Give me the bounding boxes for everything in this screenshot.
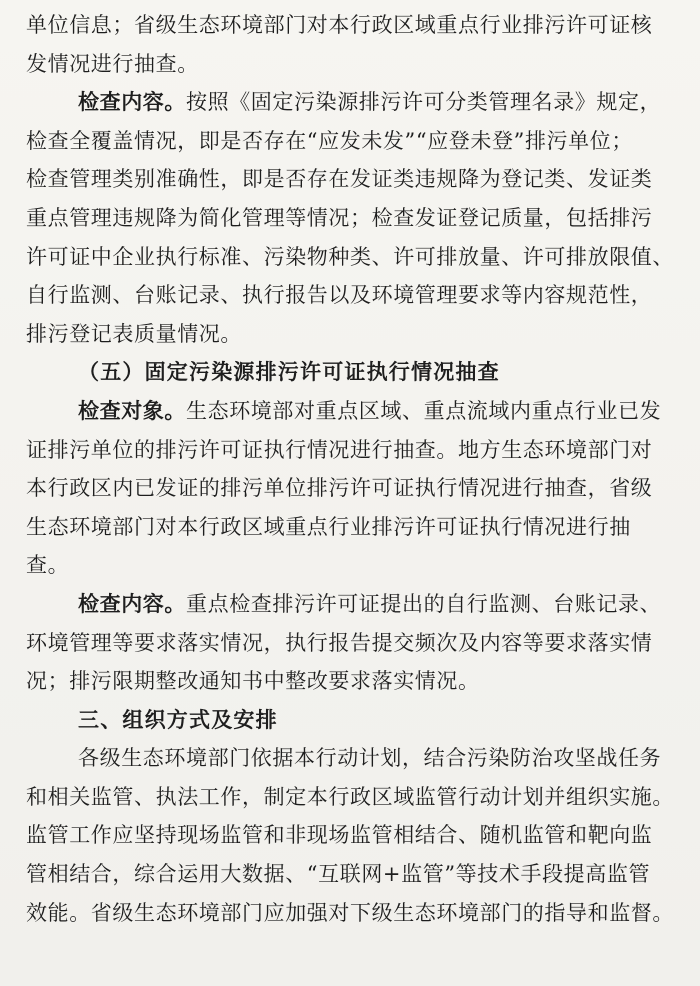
line-text: 监管工作应坚持现场监管和非现场监管相结合、随机监管和靶向监: [26, 823, 653, 848]
line-text: 效能。省级生态环境部门应加强对下级生态环境部门的指导和监督。: [26, 900, 674, 925]
text-line: [26, 624, 672, 663]
heading-text: 三、组织方式及安排: [78, 706, 278, 732]
line-text: 重点管理违规降为简化管理等情况；检查发证登记质量，包括排污: [26, 205, 653, 230]
paragraph-lead: 检查对象。: [78, 397, 186, 423]
line-text: 生态环境部对重点区域、重点流域内重点行业已发: [186, 398, 662, 423]
paragraph-check-content-1: [26, 83, 672, 122]
paragraph-lead: 检查内容。: [78, 89, 186, 115]
line-text: 生态环境部门对本行政区域重点行业排污许可证执行情况进行抽: [26, 514, 631, 539]
line-text: 许可证中企业执行标准、污染物种类、许可排放量、许可排放限值、: [26, 244, 674, 269]
section-heading-five: [26, 353, 672, 392]
paragraph-check-object: [26, 392, 672, 431]
line-text: 管相结合，综合运用大数据、“互联网+监管”等技术手段提高监管: [26, 862, 651, 887]
paragraph-lead: 检查内容。: [78, 590, 186, 616]
text-line: [26, 238, 672, 277]
text-line: [26, 160, 672, 199]
line-text: 排污登记表质量情况。: [26, 321, 242, 346]
line-text: 检查管理类别准确性，即是否存在发证类违规降为登记类、发证类: [26, 167, 653, 192]
text-line: [26, 45, 672, 84]
text-line: [26, 546, 672, 585]
text-line: [26, 469, 672, 508]
text-line: [26, 276, 672, 315]
line-text: 本行政区内已发证的排污单位排污许可证执行情况进行抽查，省级: [26, 476, 653, 501]
text-line: [26, 199, 672, 238]
line-text: 环境管理等要求落实情况，执行报告提交频次及内容等要求落实情: [26, 630, 653, 655]
paragraph-check-content-2: [26, 585, 672, 624]
text-line: [26, 894, 672, 933]
line-text: 和相关监管、执法工作，制定本行政区域监管行动计划并组织实施。: [26, 784, 674, 809]
text-line: [26, 508, 672, 547]
line-text: 各级生态环境部门依据本行动计划，结合污染防治攻坚战任务: [78, 746, 662, 771]
line-text: 证排污单位的排污许可证执行情况进行抽查。地方生态环境部门对: [26, 437, 653, 462]
line-text: 重点检查排污许可证提出的自行监测、台账记录、: [186, 591, 662, 616]
line-text: 自行监测、台账记录、执行报告以及环境管理要求等内容规范性，: [26, 283, 653, 308]
line-text: 按照《固定污染源排污许可分类管理名录》规定，: [186, 90, 662, 115]
line-text: 况；排污限期整改通知书中整改要求落实情况。: [26, 669, 480, 694]
text-line: [26, 6, 672, 45]
section-heading-three: [26, 701, 672, 740]
line-text: 单位信息；省级生态环境部门对本行政区域重点行业排污许可证核: [26, 13, 653, 37]
text-line: [26, 315, 672, 354]
text-line: [26, 662, 672, 701]
text-line: [26, 122, 672, 161]
text-line: [26, 816, 672, 855]
line-text: 发情况进行抽查。: [26, 51, 199, 76]
text-line: [26, 778, 672, 817]
line-text: 查。: [26, 553, 70, 578]
heading-text: （五）固定污染源排污许可证执行情况抽查: [78, 359, 500, 385]
paragraph-organization: [26, 739, 672, 778]
line-text: 检查全覆盖情况，即是否存在“应发未发”“应登未登”排污单位；: [26, 128, 633, 153]
text-line: [26, 431, 672, 470]
text-line: [26, 855, 672, 894]
